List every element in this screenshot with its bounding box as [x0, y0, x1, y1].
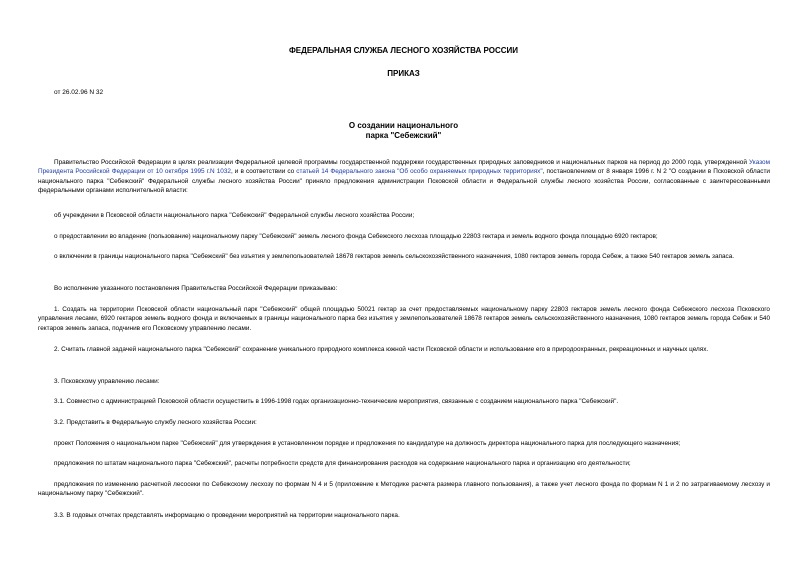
paragraph-item-3-2: 3.2. Представить в Федеральную службу лесного хозяйства России: — [54, 419, 257, 426]
paragraph-land-provision: о предоставлении во владение (пользование) национальному парку "Себежский" земель лесного фонда Себежского лесхоза площадью 22803 гектара и земель водного фонда площадью 6920 гектаров; — [54, 233, 658, 240]
document-title-line-2: парка "Себежский" — [365, 131, 442, 140]
paragraph-establishment: об учреждении в Псковской области национального парка "Себежский" Федеральной службы лесного хозяйства России; — [54, 212, 415, 219]
federal-law-link[interactable]: статьей 14 Федерального закона "Об особо охраняемых природных территориях" — [296, 168, 543, 176]
paragraph-draft-regulation: проект Положения о национальном парке "Себежский" для утверждения в установленном порядке и предложения по кандидатуре на должность директора национального парка для последующего назначения; — [54, 440, 681, 447]
document-title-line-1: О создании национального — [348, 121, 459, 130]
preamble-text-3: , постановлением от 8 января 1996 г. N 2 "О создании в Псковской области национального парка "Себежский" Федеральной службы лесного хозяйства России" приняло предложения администрации Псковской области и Федеральной службы лесного хозяйства России, согласованные с заинтересованными федеральными органами исполнительной власти: — [38, 168, 770, 194]
paragraph-boundaries: о включении в границы национального парка "Себежский" без изъятия у землепользователей 18678 гектаров земель сельскохозяйственного назначения, 1080 гектаров земель города Себеж, а также 540 гектаров земель запаса. — [54, 253, 735, 260]
decree-link[interactable]: Указом Президента Российской Федерации от 10 октября 1995 г.N 1032 — [38, 159, 770, 176]
agency-heading: ФЕДЕРАЛЬНАЯ СЛУЖБА ЛЕСНОГО ХОЗЯЙСТВА РОССИИ — [288, 46, 519, 55]
paragraph-felling-changes: предложения по изменению расчетной лесосеки по Себежскому лесхозу по формам N 4 и 5 (приложение к Методике расчета размера главного пользования), а также учет лесного фонда по формам N 1 и 2 по затрагиваемому лесхозу и национальному парку "Себежский". — [38, 481, 770, 498]
paragraph-order-intro: Во исполнение указанного постановления Правительства Российской Федерации приказываю: — [54, 285, 338, 292]
paragraph-item-2: 2. Считать главной задачей национального парка "Себежский" сохранение уникального природного комплекса южной части Псковской области и использование его в природоохранных, рекреационных и научных целях. — [54, 346, 709, 353]
paragraph-item-3: 3. Псковскому управлению лесами: — [54, 378, 160, 385]
preamble-paragraph — [38, 158, 770, 195]
paragraph-item-3-3: 3.3. В годовых отчетах представлять информацию о проведении мероприятий на территории национального парка. — [54, 512, 400, 519]
paragraph-item-3-1: 3.1. Совместно с администрацией Псковской области осуществить в 1996-1998 годах организационно-технические мероприятия, связанные с созданием национального парка "Себежский". — [54, 398, 619, 405]
doc-type-heading: ПРИКАЗ — [387, 69, 420, 78]
preamble-text-2: , и в соответствии со — [230, 168, 297, 176]
paragraph-item-1: 1. Создать на территории Псковской области национальный парк "Себежский" общей площадью 50021 гектар за счет предоставляемых национальному парку 22803 гектаров земель лесного фонда Себежского лесхоза Псковского управления лесами, 6920 гектаров земель водного фонда и включаемых в границы национального парка без изъятия у землепользователей 18678 гектаров земель сельскохозяйственного назначения, 1080 гектаров земель города Себеж и 540 гектаров земель запаса, подчинив его Псковскому управлению лесами. — [38, 306, 770, 332]
date-number: от 26.02.96 N 32 — [54, 89, 104, 96]
preamble-text-1: Правительство Российской Федерации в целях реализации Федеральной целевой программы государственной поддержки государственных природных заповедников и национальных парков на период до 2000 года, утвержденной — [54, 159, 749, 166]
paragraph-staffing: предложения по штатам национального парка "Себежский", расчеты потребности средств для финансирования расходов на содержание национального парка и организацию его деятельности; — [54, 460, 631, 467]
